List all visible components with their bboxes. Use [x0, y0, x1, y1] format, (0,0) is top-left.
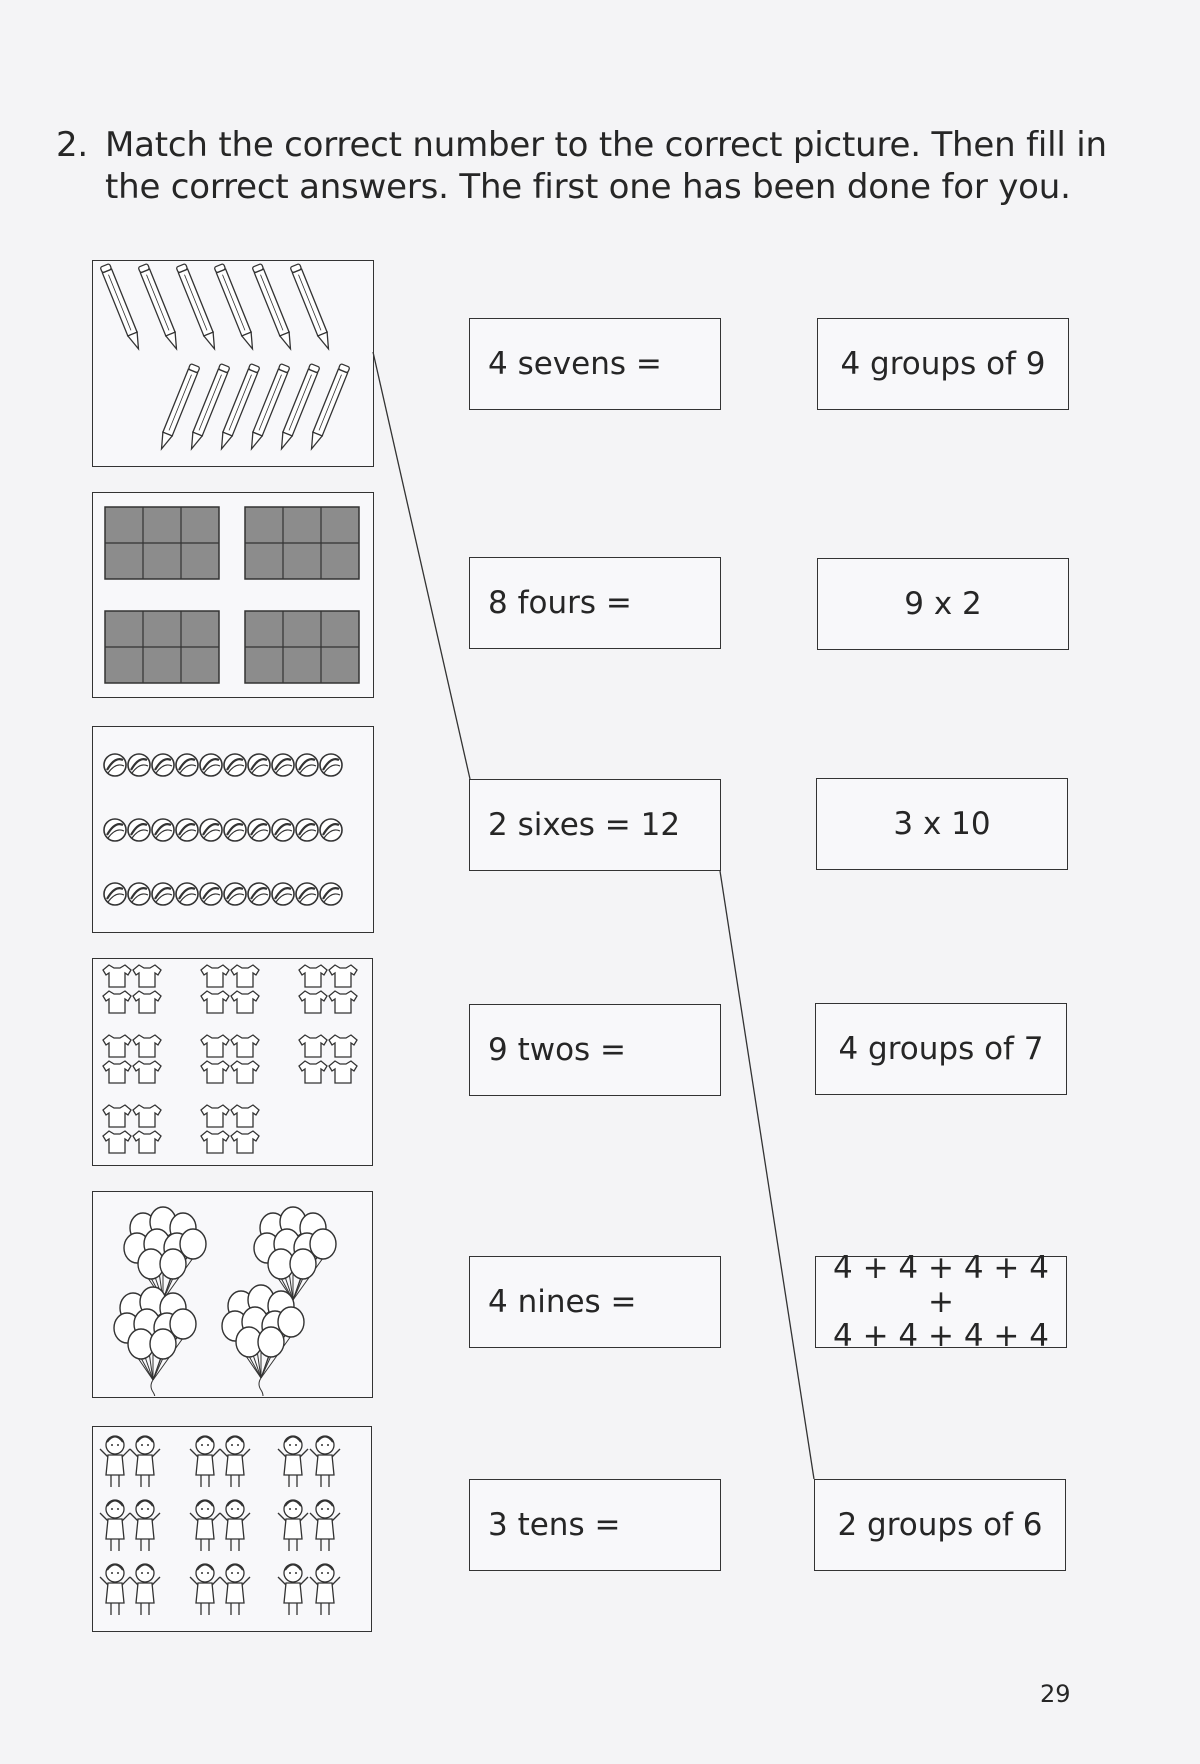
bead-icon	[200, 883, 222, 905]
tshirt-icon	[231, 1105, 259, 1127]
tshirt-icon	[299, 965, 327, 987]
child-icon	[310, 1436, 340, 1487]
right-box-5-line-2: 4 + 4 + 4 + 4	[833, 1318, 1049, 1354]
middle-box-4[interactable]: 9 twos =	[469, 1004, 721, 1096]
balloons-picture[interactable]	[92, 1191, 373, 1398]
balloon-icon	[93, 1192, 371, 1396]
beads-picture[interactable]	[92, 726, 374, 933]
bead-icon	[104, 883, 126, 905]
pencil-icon	[93, 261, 372, 465]
bead-icon	[272, 819, 294, 841]
bead-icon	[272, 883, 294, 905]
child-icon	[100, 1436, 130, 1487]
bead-icon	[248, 754, 270, 776]
bead-icon	[200, 819, 222, 841]
bead-icon	[272, 754, 294, 776]
chocolate-bar-icon	[105, 507, 219, 579]
pencil-icon	[252, 264, 295, 351]
child-icon	[278, 1436, 308, 1487]
bead-icon	[104, 819, 126, 841]
child-icon	[220, 1500, 250, 1551]
bead-icon	[248, 819, 270, 841]
bead-icon	[152, 883, 174, 905]
pencil-icon	[100, 264, 143, 351]
tshirt-icon	[103, 1035, 131, 1057]
tshirt-icon	[231, 1061, 259, 1083]
chocolate-bars-picture[interactable]	[92, 492, 374, 698]
bead-icon	[176, 819, 198, 841]
tshirt-icon	[329, 991, 357, 1013]
child-icon	[190, 1564, 220, 1615]
middle-box-2[interactable]: 8 fours =	[469, 557, 721, 649]
child-icon	[130, 1500, 160, 1551]
tshirt-icon	[103, 1061, 131, 1083]
tshirt-icon	[133, 1131, 161, 1153]
balloon-icon	[114, 1287, 196, 1396]
child-icon	[190, 1436, 220, 1487]
bead-icon	[128, 754, 150, 776]
tshirt-icon	[231, 991, 259, 1013]
tshirt-icon	[329, 1061, 357, 1083]
bead-icon	[224, 819, 246, 841]
middle-box-5[interactable]: 4 nines =	[469, 1256, 721, 1348]
middle-box-6[interactable]: 3 tens =	[469, 1479, 721, 1571]
tshirt-icon	[133, 965, 161, 987]
tshirt-icon	[299, 1061, 327, 1083]
tshirt-icon	[201, 1131, 229, 1153]
instruction-line-1: Match the correct number to the correct picture. Then fill in	[105, 125, 1107, 165]
middle-box-1[interactable]: 4 sevens =	[469, 318, 721, 410]
child-icon	[310, 1500, 340, 1551]
tshirt-icon	[299, 991, 327, 1013]
bead-icon	[200, 754, 222, 776]
bead-icon	[128, 819, 150, 841]
pencils-picture[interactable]	[92, 260, 374, 467]
child-icon	[100, 1500, 130, 1551]
middle-box-3[interactable]: 2 sixes = 12	[469, 779, 721, 871]
question-number: 2.	[56, 125, 89, 165]
child-icon	[220, 1436, 250, 1487]
child-icon	[130, 1564, 160, 1615]
child-icon	[130, 1436, 160, 1487]
bead-icon	[93, 727, 372, 931]
bead-icon	[128, 883, 150, 905]
tshirt-icon	[299, 1035, 327, 1057]
right-box-2[interactable]: 9 x 2	[817, 558, 1069, 650]
tshirt-icon	[103, 1131, 131, 1153]
tshirt-icon	[133, 1105, 161, 1127]
child-icon	[93, 1427, 370, 1630]
match-line-pencils-to-2-sixes	[373, 352, 470, 779]
chocolate-bar-icon	[245, 507, 359, 579]
child-icon	[100, 1564, 130, 1615]
bead-icon	[104, 754, 126, 776]
right-box-3[interactable]: 3 x 10	[816, 778, 1068, 870]
tshirt-icon	[201, 991, 229, 1013]
chocolate-bar-icon	[105, 611, 219, 683]
tshirts-picture[interactable]	[92, 958, 373, 1166]
tshirt-icon	[201, 1105, 229, 1127]
child-icon	[278, 1564, 308, 1615]
pencil-icon	[214, 264, 257, 351]
right-box-5[interactable]	[815, 1250, 1067, 1354]
balloon-icon	[222, 1285, 304, 1396]
tshirt-icon	[103, 991, 131, 1013]
bead-icon	[152, 754, 174, 776]
tshirt-icon	[231, 1131, 259, 1153]
page-number: 29	[1040, 1680, 1071, 1708]
bead-icon	[176, 883, 198, 905]
right-box-6[interactable]: 2 groups of 6	[814, 1479, 1066, 1571]
tshirt-icon	[231, 965, 259, 987]
tshirt-icon	[201, 965, 229, 987]
bead-icon	[224, 754, 246, 776]
tshirt-icon	[329, 1035, 357, 1057]
tshirt-icon	[231, 1035, 259, 1057]
bead-icon	[176, 754, 198, 776]
bead-icon	[320, 819, 342, 841]
pencil-icon	[176, 264, 219, 351]
tshirt-icon	[133, 991, 161, 1013]
tshirt-icon	[103, 1105, 131, 1127]
tshirt-icon	[329, 965, 357, 987]
tshirt-icon	[93, 959, 371, 1164]
child-icon	[190, 1500, 220, 1551]
tshirt-icon	[133, 1035, 161, 1057]
pencil-icon	[290, 264, 333, 351]
chocolate-bar-icon	[93, 493, 372, 696]
bead-icon	[320, 883, 342, 905]
child-icon	[278, 1500, 308, 1551]
children-picture[interactable]	[92, 1426, 372, 1632]
tshirt-icon	[103, 965, 131, 987]
bead-icon	[320, 754, 342, 776]
bead-icon	[296, 819, 318, 841]
match-line-2-sixes-to-2-groups-of-6	[720, 871, 814, 1479]
bead-icon	[296, 883, 318, 905]
child-icon	[310, 1564, 340, 1615]
chocolate-bar-icon	[245, 611, 359, 683]
instruction-line-2: the correct answers. The first one has been done for you.	[105, 167, 1071, 207]
tshirt-icon	[201, 1035, 229, 1057]
child-icon	[220, 1564, 250, 1615]
tshirt-icon	[201, 1061, 229, 1083]
bead-icon	[152, 819, 174, 841]
tshirt-icon	[133, 1061, 161, 1083]
pencil-icon	[138, 264, 181, 351]
right-box-5-line-1: 4 + 4 + 4 + 4 +	[833, 1250, 1049, 1320]
right-box-1[interactable]: 4 groups of 9	[817, 318, 1069, 410]
bead-icon	[248, 883, 270, 905]
bead-icon	[296, 754, 318, 776]
bead-icon	[224, 883, 246, 905]
right-box-4[interactable]: 4 groups of 7	[815, 1003, 1067, 1095]
